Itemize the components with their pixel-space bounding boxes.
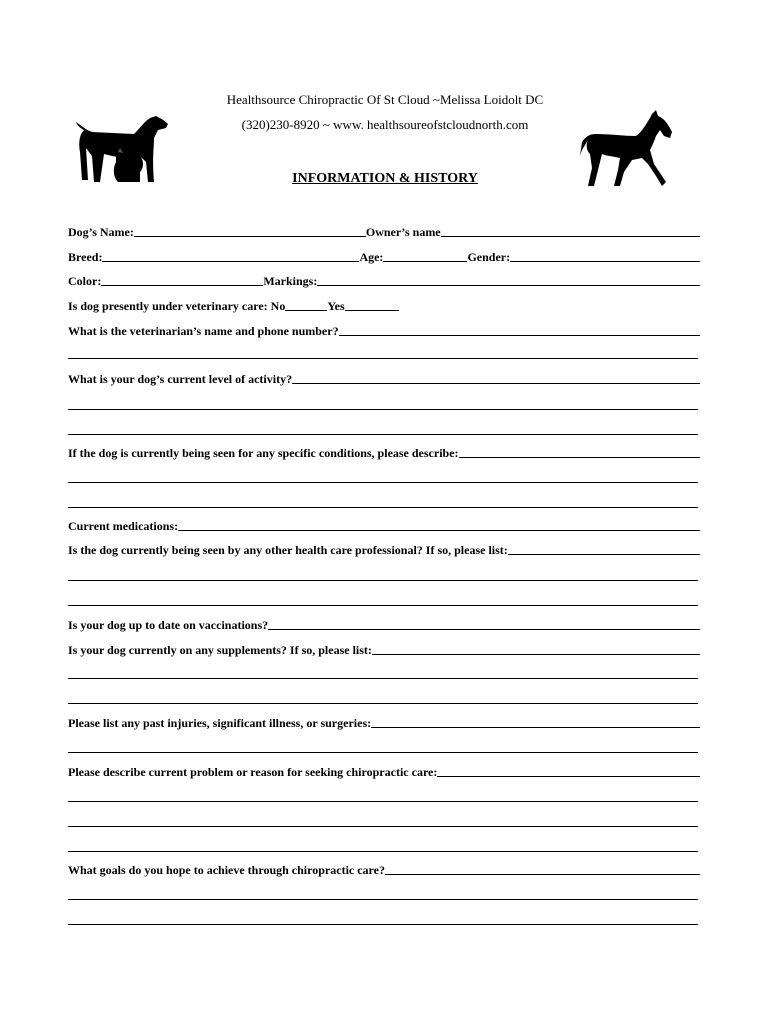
row-activity	[68, 371, 700, 387]
conditions-field[interactable]	[459, 456, 700, 458]
age-field[interactable]	[383, 260, 467, 262]
markings-field[interactable]	[317, 284, 700, 286]
vet-care-yes-field[interactable]	[345, 309, 399, 311]
problem-line-3[interactable]	[68, 826, 698, 827]
other-professional-line-3[interactable]	[68, 605, 698, 606]
row-problem	[68, 764, 700, 780]
row-conditions	[68, 445, 700, 461]
goals-field[interactable]	[385, 873, 700, 875]
row-goals	[68, 862, 700, 878]
other-professional-label: Is the dog currently being seen by any other health care professional? If so, please list:	[68, 543, 508, 557]
color-field[interactable]	[101, 284, 263, 286]
conditions-line-3[interactable]	[68, 507, 698, 508]
problem-label: Please describe current problem or reason for seeking chiropractic care:	[68, 765, 438, 779]
dog-name-field[interactable]	[134, 235, 366, 237]
activity-line-2[interactable]	[68, 409, 698, 410]
goals-label: What goals do you hope to achieve through chiropractic care?	[68, 863, 385, 877]
supplements-line-3[interactable]	[68, 703, 698, 704]
problem-line-2[interactable]	[68, 801, 698, 802]
row-dog-owner	[68, 224, 700, 240]
gender-field[interactable]	[510, 260, 700, 262]
medications-label: Current medications:	[68, 519, 179, 533]
breed-label: Breed:	[68, 250, 103, 264]
row-color-markings	[68, 273, 700, 289]
injuries-label: Please list any past injuries, significant illness, or surgeries:	[68, 716, 372, 730]
vet-name-line-2[interactable]	[68, 358, 698, 359]
problem-field[interactable]	[437, 775, 700, 777]
clinic-name: Healthsource Chiropractic Of St Cloud ~Melissa Loidolt DC	[226, 92, 544, 107]
clinic-contact: (320)230-8920 ~ www. healthsoureofstcloudnorth.com	[241, 117, 529, 132]
injuries-line-2[interactable]	[68, 752, 698, 753]
dog-name-label: Dog’s Name:	[68, 225, 134, 239]
row-vet-care	[68, 298, 468, 314]
markings-label: Markings:	[263, 274, 318, 288]
form-title: INFORMATION & HISTORY	[292, 171, 478, 186]
other-professional-field[interactable]	[508, 553, 700, 555]
conditions-line-2[interactable]	[68, 482, 698, 483]
vaccinations-label: Is your dog up to date on vaccinations?	[68, 618, 269, 632]
owner-name-field[interactable]	[441, 235, 700, 237]
row-breed-age-gender	[68, 249, 700, 265]
vet-care-yes-label: Yes	[327, 299, 345, 313]
owner-name-label: Owner’s name	[365, 225, 441, 239]
goals-line-2[interactable]	[68, 899, 698, 900]
medications-field[interactable]	[178, 529, 700, 531]
row-medications	[68, 518, 700, 534]
conditions-label: If the dog is currently being seen for any specific conditions, please describe:	[68, 446, 459, 460]
vet-care-label: Is dog presently under veterinary care: No	[68, 299, 286, 313]
row-vaccinations	[68, 617, 700, 633]
breed-field[interactable]	[102, 260, 359, 262]
goals-line-3[interactable]	[68, 924, 698, 925]
vet-name-label: What is the veterinarian’s name and phone number?	[68, 324, 339, 338]
row-other-professional	[68, 542, 700, 558]
other-professional-line-2[interactable]	[68, 580, 698, 581]
color-label: Color:	[68, 274, 102, 288]
supplements-field[interactable]	[372, 653, 700, 655]
supplements-label: Is your dog currently on any supplements? If so, please list:	[68, 643, 372, 657]
problem-line-4[interactable]	[68, 851, 698, 852]
row-supplements	[68, 642, 700, 658]
row-injuries	[68, 715, 700, 731]
activity-label: What is your dog’s current level of activity?	[68, 372, 293, 386]
row-vet-name	[68, 323, 700, 339]
vaccinations-field[interactable]	[268, 628, 700, 630]
vet-care-no-field[interactable]	[285, 309, 327, 311]
vet-name-field[interactable]	[339, 334, 700, 336]
age-label: Age:	[359, 250, 384, 264]
gender-label: Gender:	[467, 250, 511, 264]
supplements-line-2[interactable]	[68, 678, 698, 679]
activity-line-3[interactable]	[68, 434, 698, 435]
injuries-field[interactable]	[371, 726, 700, 728]
activity-field[interactable]	[292, 382, 700, 384]
